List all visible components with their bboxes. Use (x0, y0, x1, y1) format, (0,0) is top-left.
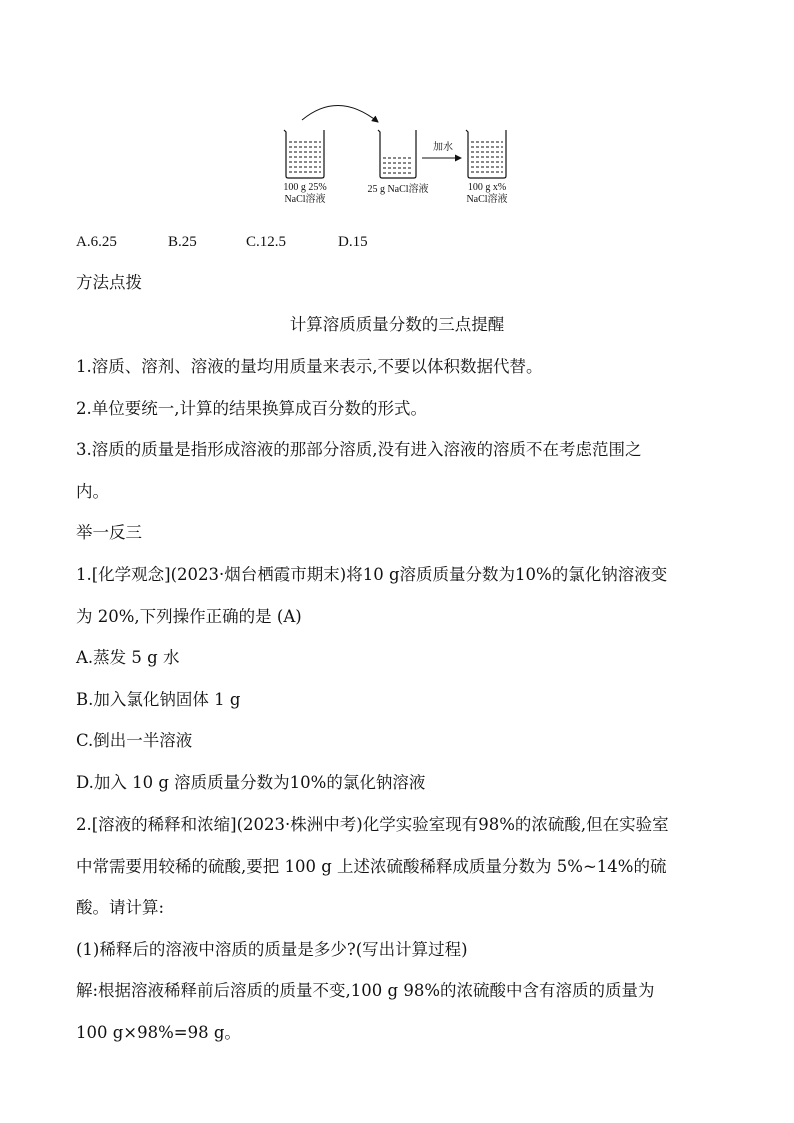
question-2-subquestion-1: (1)稀释后的溶液中溶质的质量是多少?(写出计算过程) (76, 940, 468, 959)
method-point-2: 2.单位要统一,计算的结果换算成百分数的形式。 (76, 399, 427, 418)
beaker-2-caption: 25 g NaCl溶液 (367, 184, 429, 195)
answer-line-1: 解:根据溶液稀释前后溶质的质量不变,100 g 98%的浓硫酸中含有溶质的质量为 (76, 981, 655, 1000)
option-c: C.12.5 (246, 234, 287, 250)
question-2-line-2: 中常需要用较稀的硫酸,要把 100 g 上述浓硫酸稀释成质量分数为 5%~14%的硫 (76, 857, 667, 876)
method-point-3-line-2: 内。 (76, 482, 109, 501)
question-1-option-b: B.加入氯化钠固体 1 g (76, 690, 241, 709)
option-a: A.6.25 (76, 234, 117, 250)
beaker-dilution-figure (270, 98, 530, 213)
beaker-3-caption-line-2: NaCl溶液 (466, 194, 508, 205)
answer-options (76, 232, 368, 252)
beaker-1-caption-line-2: NaCl溶液 (284, 194, 326, 205)
option-d: D.15 (338, 234, 368, 250)
question-1-option-a: A.蒸发 5 g 水 (76, 648, 180, 667)
question-1-line-1: 1.[化学观念](2023·烟台栖霞市期末)将10 g溶质质量分数为10%的氯化钠溶液变 (76, 565, 668, 584)
practice-heading: 举一反三 (76, 523, 142, 542)
question-1-option-d: D.加入 10 g 溶质质量分数为10%的氯化钠溶液 (76, 773, 426, 792)
answer-line-2: 100 g×98%=98 g。 (76, 1023, 241, 1042)
question-1-line-2: 为 20%,下列操作正确的是 (A) (76, 607, 302, 626)
method-heading: 方法点拨 (76, 273, 142, 292)
option-b: B.25 (168, 234, 197, 250)
beaker-3 (466, 130, 506, 178)
question-2-line-1: 2.[溶液的稀释和浓缩](2023·株洲中考)化学实验室现有98%的浓硫酸,但在实验室 (76, 815, 669, 834)
method-title: 计算溶质质量分数的三点提醒 (289, 315, 505, 334)
method-point-1: 1.溶质、溶剂、溶液的量均用质量来表示,不要以体积数据代替。 (76, 357, 543, 376)
question-2-line-3: 酸。请计算: (76, 898, 165, 917)
arrow-label: 加水 (433, 142, 453, 153)
question-1-option-c: C.倒出一半溶液 (76, 731, 193, 750)
beaker-1-caption-line-1: 100 g 25% (283, 182, 327, 193)
beaker-1 (284, 130, 324, 178)
method-point-3-line-1: 3.溶质的质量是指形成溶液的那部分溶质,没有进入溶液的溶质不在考虑范围之 (76, 440, 642, 459)
beaker-2 (378, 130, 416, 178)
pour-arrow (302, 105, 378, 122)
beaker-3-caption-line-1: 100 g x% (467, 182, 507, 193)
